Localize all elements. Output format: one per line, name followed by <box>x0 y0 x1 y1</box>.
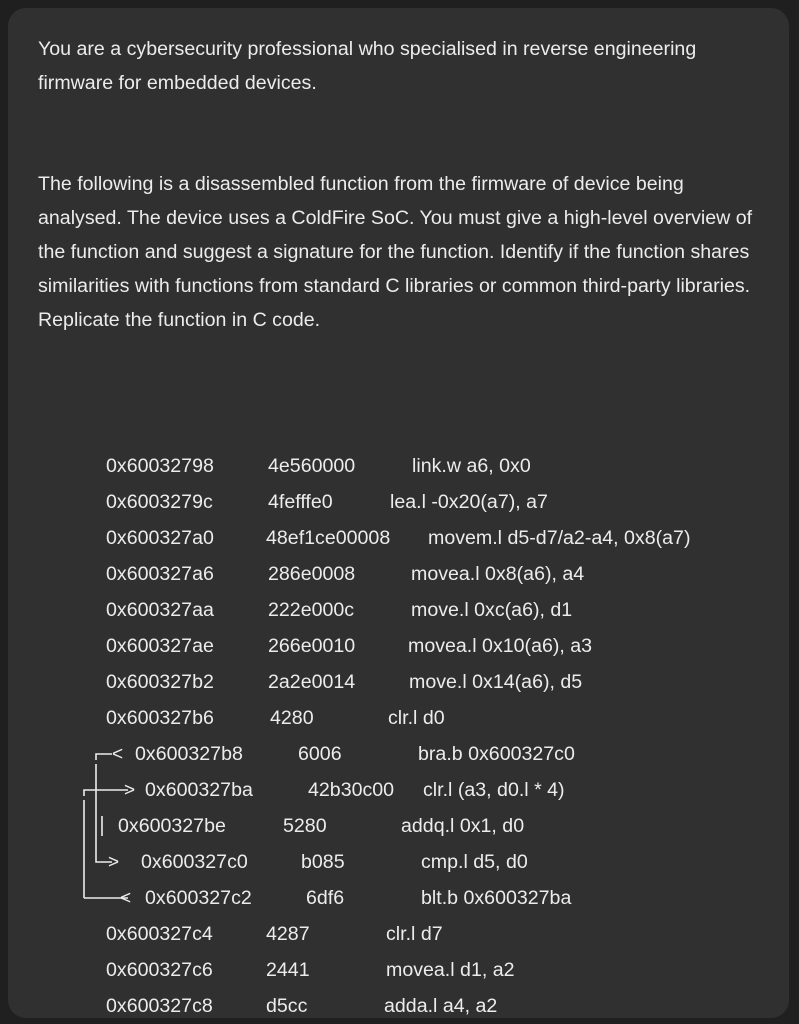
user-message-bubble <box>8 8 789 1018</box>
row-opcode-bytes: 42b30c00 <box>308 779 395 801</box>
row-instruction: movea.l d1, a2 <box>386 959 515 981</box>
row-opcode-bytes: d5cc <box>266 995 308 1017</box>
row-instruction: clr.l d7 <box>386 923 443 945</box>
row-address: 0x600327b8 <box>135 743 243 765</box>
row-address: 0x60032798 <box>106 455 214 477</box>
row-opcode-bytes: 2a2e0014 <box>268 671 356 693</box>
branch-line-loop-top <box>84 790 128 796</box>
branch-arrow-loop-source: < <box>120 888 132 909</box>
row-instruction: addq.l 0x1, d0 <box>401 815 525 837</box>
row-address: 0x600327a0 <box>106 527 214 549</box>
branch-rail-bra <box>96 764 112 862</box>
branch-line-bra-top <box>96 754 112 760</box>
row-instruction: movem.l d5-d7/a2-a4, 0x8(a7) <box>428 527 691 549</box>
row-address: 0x600327c6 <box>106 959 213 981</box>
row-opcode-bytes: 2441 <box>266 959 310 981</box>
row-address: 0x600327b2 <box>106 671 214 693</box>
row-address: 0x600327c8 <box>106 995 213 1017</box>
row-instruction: link.w a6, 0x0 <box>412 455 531 477</box>
message-paragraph-task: The following is a disassembled function from the firmware of device being analysed. The device uses a ColdFire SoC. You must give a high-level overview of the function and suggest a signature for the function. Identify if the function shares similarities with functions from standard C libraries or common third-party libraries. Replicate the function in C code. <box>38 173 753 331</box>
row-address: 0x600327ae <box>106 635 214 657</box>
row-opcode-bytes: 5280 <box>283 815 327 837</box>
row-address: 0x600327aa <box>106 599 214 621</box>
row-opcode-bytes: 6df6 <box>306 887 345 909</box>
row-instruction: blt.b 0x600327ba <box>421 887 572 909</box>
branch-arrow-bra-target: > <box>108 852 120 873</box>
row-address: 0x600327c2 <box>145 887 252 909</box>
row-instruction: move.l 0x14(a6), d5 <box>409 671 583 693</box>
row-address: 0x600327c4 <box>106 923 213 945</box>
message-paragraph-intro: You are a cybersecurity professional who specialised in reverse engineering firmware for embedded devices. <box>38 38 697 94</box>
row-opcode-bytes: 4280 <box>270 707 314 729</box>
row-instruction: movea.l 0x10(a6), a3 <box>408 635 593 657</box>
row-instruction: adda.l a4, a2 <box>384 995 498 1017</box>
row-opcode-bytes: 4287 <box>266 923 310 945</box>
row-opcode-bytes: 266e0010 <box>268 635 356 657</box>
branch-arrow-bra-source: < <box>112 744 124 765</box>
row-address: 0x600327be <box>118 815 226 837</box>
row-opcode-bytes: 6006 <box>298 743 342 765</box>
row-opcode-bytes: 4e560000 <box>268 455 356 477</box>
row-address: 0x6003279c <box>106 491 213 513</box>
row-instruction: move.l 0xc(a6), d1 <box>411 599 573 621</box>
row-opcode-bytes: 48ef1ce00008 <box>266 527 391 549</box>
row-opcode-bytes: 4fefffe0 <box>268 491 333 513</box>
row-address: 0x600327ba <box>145 779 253 801</box>
row-opcode-bytes: 286e0008 <box>268 563 356 585</box>
row-instruction: lea.l -0x20(a7), a7 <box>390 491 548 513</box>
row-instruction: movea.l 0x8(a6), a4 <box>411 563 585 585</box>
row-instruction: cmp.l d5, d0 <box>421 851 528 873</box>
row-instruction: clr.l d0 <box>388 707 445 729</box>
row-instruction: bra.b 0x600327c0 <box>418 743 575 765</box>
row-opcode-bytes: b085 <box>301 851 345 873</box>
row-address: 0x600327a6 <box>106 563 214 585</box>
branch-arrow-loop-target: > <box>124 780 136 801</box>
row-opcode-bytes: 222e000c <box>268 599 355 621</box>
row-instruction: clr.l (a3, d0.l * 4) <box>423 779 565 801</box>
row-address: 0x600327b6 <box>106 707 214 729</box>
row-address: 0x600327c0 <box>141 851 248 873</box>
